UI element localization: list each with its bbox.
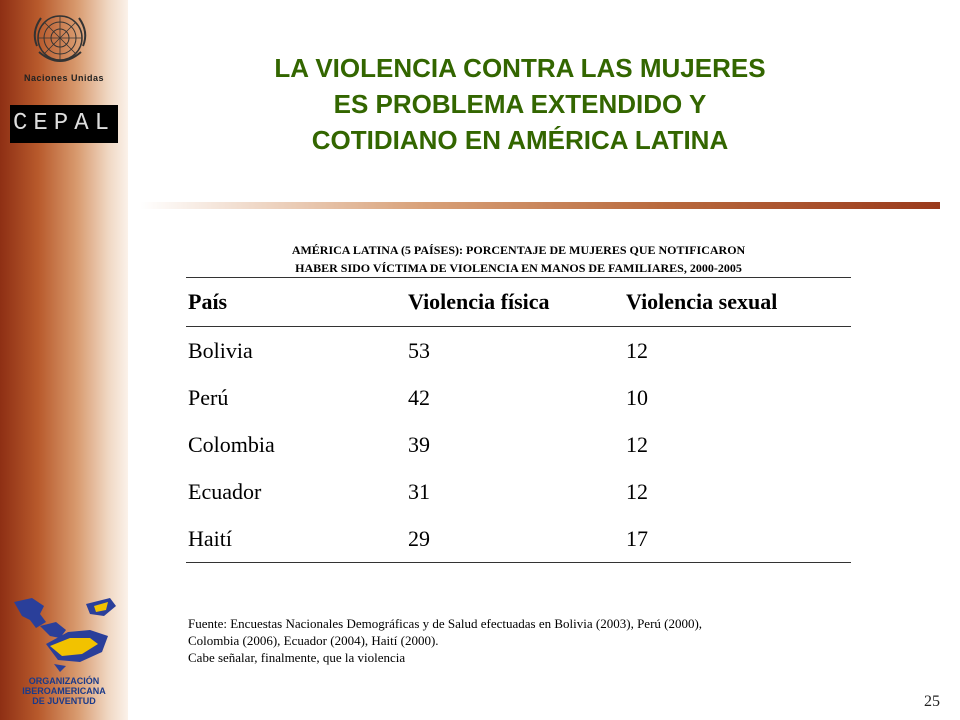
oij-map-logo-icon [10, 592, 118, 674]
cell-country: Ecuador [188, 478, 262, 504]
caption-line: AMÉRICA LATINA (5 PAÍSES): PORCENTAJE DE MUJERES QUE NOTIFICARON [291, 243, 746, 257]
table-row [186, 421, 851, 468]
title-line: COTIDIANO EN AMÉRICA LATINA [311, 125, 729, 155]
cell-sexual: 12 [626, 337, 648, 363]
cell-country: Haití [186, 515, 406, 563]
cell-physical: 31 [408, 478, 430, 504]
source-line: Fuente: Encuestas Nacionales Demográficas y de Salud efectuadas en Bolivia (2003), Perú (2000), [188, 616, 703, 631]
un-label: Naciones Unidas [23, 73, 105, 83]
oij-label-line: IBEROAMERICANA [22, 686, 106, 696]
table-row [186, 327, 851, 375]
cell-country: Colombia [188, 431, 275, 457]
header-sexual: Violencia sexual [624, 278, 851, 327]
header-country: País [186, 278, 406, 327]
table-row [186, 374, 851, 421]
un-emblem-icon [27, 6, 93, 72]
cell-physical: 39 [408, 431, 430, 457]
header-physical: Violencia física [406, 278, 624, 327]
cell-country: Perú [188, 384, 229, 410]
caption-line: HABER SIDO VÍCTIMA DE VIOLENCIA EN MANOS DE FAMILIARES, 2000-2005 [295, 261, 742, 275]
cell-physical: 29 [406, 515, 624, 563]
left-sidebar [0, 0, 128, 720]
cell-sexual: 10 [626, 384, 648, 410]
source-line: Colombia (2006), Ecuador (2004), Haití (2000). [188, 633, 439, 648]
cell-physical: 53 [408, 337, 430, 363]
source-line: Cabe señalar, finalmente, que la violencia [188, 650, 406, 665]
title-line: LA VIOLENCIA CONTRA LAS MUJERES [274, 53, 766, 83]
cell-sexual: 12 [626, 478, 648, 504]
table-header-row [186, 278, 851, 327]
cell-country: Bolivia [188, 337, 253, 363]
cepal-logo [10, 105, 118, 143]
table-row [186, 515, 851, 563]
cell-physical: 42 [408, 384, 430, 410]
cell-sexual: 17 [624, 515, 851, 563]
table-row [186, 468, 851, 515]
violence-table [186, 277, 851, 563]
title-line: ES PROBLEMA EXTENDIDO Y [333, 89, 707, 119]
slide-title [200, 50, 840, 158]
source-note [188, 615, 838, 666]
table-caption [186, 241, 851, 277]
oij-label-line: ORGANIZACIÓN [28, 676, 100, 686]
oij-label-line: DE JUVENTUD [32, 696, 96, 706]
cepal-label: CEPAL [12, 110, 115, 137]
oij-label [0, 676, 128, 706]
cell-sexual: 12 [626, 431, 648, 457]
title-divider [140, 202, 940, 209]
page-number: 25 [924, 693, 940, 710]
